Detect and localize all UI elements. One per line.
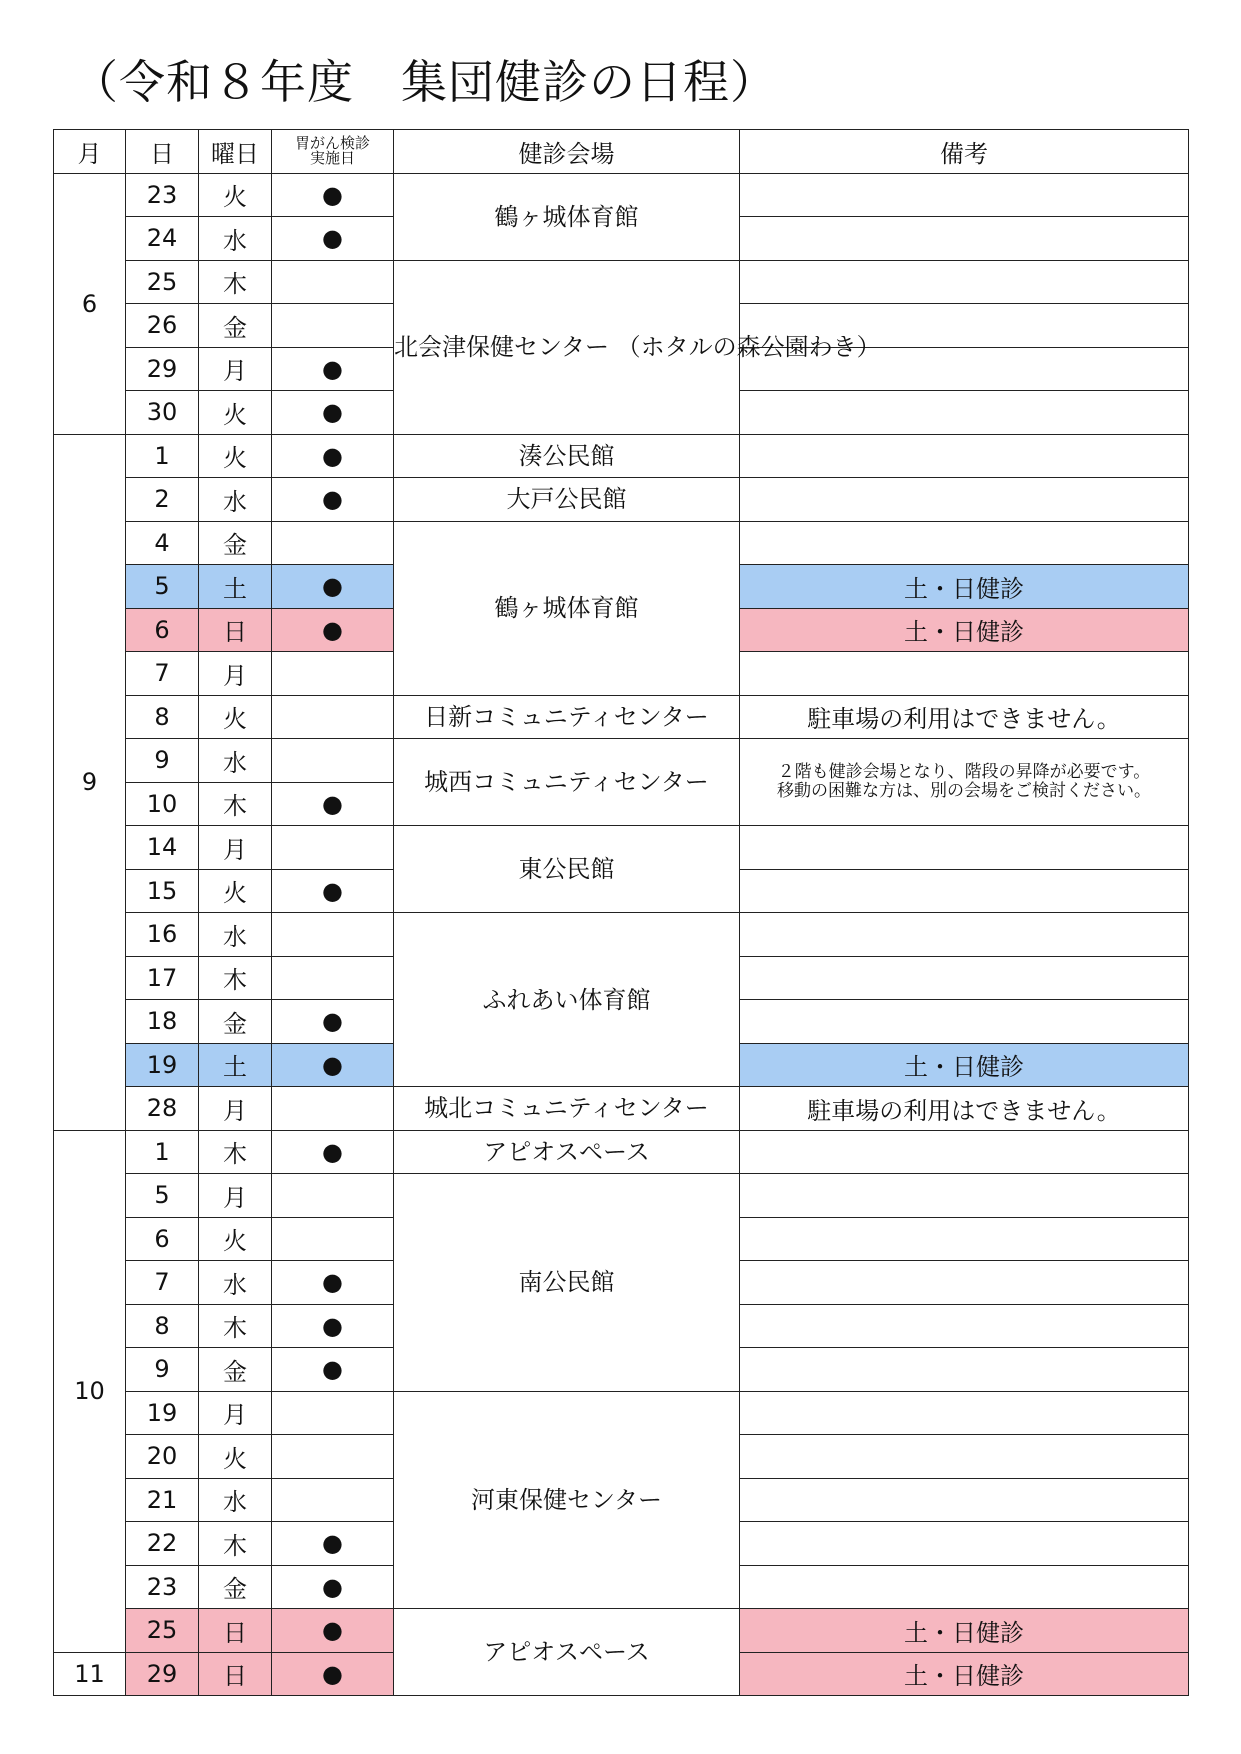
weekday-cell: 火 [199,1435,272,1479]
weekday-cell: 火 [199,1217,272,1261]
gastric-empty [272,1478,394,1522]
day-cell: 23 [126,173,199,217]
remark-cell [740,956,1189,1000]
venue-cell: 湊公民館 [394,434,740,478]
venue-cell: 鶴ヶ城体育館 [394,173,740,260]
header-venue: 健診会場 [394,130,740,174]
month-cell: 9 [54,434,126,1130]
gastric-mark: ● [272,1348,394,1392]
month-cell: 6 [54,173,126,434]
gastric-empty [272,826,394,870]
venue-cell: 大戸公民館 [394,478,740,522]
gastric-empty [272,652,394,696]
remark-cell [740,1522,1189,1566]
weekday-cell: 土 [199,565,272,609]
table-row [54,1087,1189,1131]
weekday-cell: 日 [199,1652,272,1696]
gastric-mark: ● [272,478,394,522]
remark-cell [740,1391,1189,1435]
month-cell: 10 [54,1130,126,1652]
gastric-mark: ● [272,1261,394,1305]
schedule-table [53,129,1189,1696]
header-month: 月 [54,130,126,174]
remark-cell [740,1130,1189,1174]
day-cell: 9 [126,739,199,783]
remark-cell [740,869,1189,913]
remark-cell [740,1478,1189,1522]
remark-cell [740,1261,1189,1305]
remark-cell [740,1000,1189,1044]
remark-cell [740,1348,1189,1392]
venue-cell: 日新コミュニティセンター [394,695,740,739]
header-row [54,130,1189,174]
day-cell: 20 [126,1435,199,1479]
gastric-mark: ● [272,173,394,217]
venue-cell: 城北コミュニティセンター [394,1087,740,1131]
gastric-empty [272,739,394,783]
weekday-cell: 水 [199,217,272,261]
day-cell: 1 [126,434,199,478]
gastric-mark: ● [272,347,394,391]
gastric-empty [272,304,394,348]
remark-cell [740,826,1189,870]
table-row [54,826,1189,870]
gastric-mark: ● [272,217,394,261]
day-cell: 29 [126,347,199,391]
day-cell: 7 [126,1261,199,1305]
remark-cell [740,913,1189,957]
page-title: （令和８年度 集団健診の日程） [72,55,777,109]
venue-cell: 南公民館 [394,1174,740,1392]
day-cell: 25 [126,1609,199,1653]
weekday-cell: 木 [199,782,272,826]
weekday-cell: 木 [199,1304,272,1348]
remark-cell [740,217,1189,261]
venue-cell: 北会津保健センター （ホタルの森公園わき） [394,260,740,434]
gastric-mark: ● [272,1652,394,1696]
table-row [54,1391,1189,1435]
remark-cell [740,434,1189,478]
table-row [54,1130,1189,1174]
gastric-mark: ● [272,1522,394,1566]
weekday-cell: 月 [199,1391,272,1435]
day-cell: 30 [126,391,199,435]
remark-cell [740,173,1189,217]
day-cell: 22 [126,1522,199,1566]
remark-cell: 土・日健診 [740,1609,1189,1653]
remark-cell: 土・日健診 [740,1652,1189,1696]
gastric-mark: ● [272,608,394,652]
weekday-cell: 木 [199,1130,272,1174]
day-cell: 6 [126,608,199,652]
weekday-cell: 水 [199,1261,272,1305]
venue-cell: ふれあい体育館 [394,913,740,1087]
weekday-cell: 木 [199,956,272,1000]
gastric-empty [272,1174,394,1218]
day-cell: 4 [126,521,199,565]
weekday-cell: 火 [199,869,272,913]
day-cell: 7 [126,652,199,696]
remark-cell: 駐車場の利用はできません。 [740,695,1189,739]
weekday-cell: 金 [199,1565,272,1609]
day-cell: 23 [126,1565,199,1609]
weekday-cell: 火 [199,695,272,739]
remark-cell: 駐車場の利用はできません。 [740,1087,1189,1131]
gastric-empty [272,521,394,565]
remark-cell [740,1565,1189,1609]
day-cell: 5 [126,565,199,609]
table-row [54,478,1189,522]
weekday-cell: 月 [199,1087,272,1131]
day-cell: 28 [126,1087,199,1131]
remark-cell [740,521,1189,565]
weekday-cell: 水 [199,913,272,957]
gastric-mark: ● [272,565,394,609]
weekday-cell: 金 [199,521,272,565]
day-cell: 19 [126,1391,199,1435]
day-cell: 8 [126,695,199,739]
gastric-mark: ● [272,1304,394,1348]
remark-cell [740,260,1189,304]
remark-cell: 土・日健診 [740,608,1189,652]
day-cell: 17 [126,956,199,1000]
remark-cell [740,1217,1189,1261]
venue-cell: 城西コミュニティセンター [394,739,740,826]
remark-cell [740,391,1189,435]
venue-cell: 鶴ヶ城体育館 [394,521,740,695]
header-remarks: 備考 [740,130,1189,174]
gastric-empty [272,956,394,1000]
day-cell: 16 [126,913,199,957]
weekday-cell: 土 [199,1043,272,1087]
day-cell: 25 [126,260,199,304]
remark-cell: 土・日健診 [740,1043,1189,1087]
weekday-cell: 火 [199,391,272,435]
weekday-cell: 日 [199,1609,272,1653]
day-cell: 2 [126,478,199,522]
remark-cell [740,478,1189,522]
table-row [54,434,1189,478]
remark-cell [740,1174,1189,1218]
gastric-mark: ● [272,1130,394,1174]
remark-cell: ２階も健診会場となり、階段の昇降が必要です。 移動の困難な方は、別の会場をご検討ください。 [740,739,1189,826]
day-cell: 5 [126,1174,199,1218]
weekday-cell: 金 [199,1000,272,1044]
gastric-mark: ● [272,1043,394,1087]
gastric-empty [272,1087,394,1131]
weekday-cell: 月 [199,1174,272,1218]
table-row [54,521,1189,565]
day-cell: 6 [126,1217,199,1261]
remark-cell [740,652,1189,696]
weekday-cell: 月 [199,826,272,870]
day-cell: 18 [126,1000,199,1044]
gastric-mark: ● [272,782,394,826]
table-row [54,1174,1189,1218]
day-cell: 21 [126,1478,199,1522]
weekday-cell: 木 [199,260,272,304]
gastric-empty [272,1435,394,1479]
gastric-mark: ● [272,434,394,478]
gastric-empty [272,1217,394,1261]
gastric-mark: ● [272,1000,394,1044]
header-gastric [272,130,394,174]
weekday-cell: 木 [199,1522,272,1566]
gastric-empty [272,260,394,304]
header-gastric-line2: 実施日 [309,149,355,168]
remark-cell [740,1435,1189,1479]
venue-cell: 東公民館 [394,826,740,913]
remark-cell [740,1304,1189,1348]
day-cell: 14 [126,826,199,870]
day-cell: 19 [126,1043,199,1087]
day-cell: 1 [126,1130,199,1174]
weekday-cell: 火 [199,173,272,217]
gastric-mark: ● [272,1565,394,1609]
weekday-cell: 水 [199,739,272,783]
gastric-empty [272,1391,394,1435]
venue-cell: 河東保健センター [394,1391,740,1609]
gastric-mark: ● [272,869,394,913]
header-weekday: 曜日 [199,130,272,174]
gastric-empty [272,913,394,957]
gastric-empty [272,695,394,739]
header-day: 日 [126,130,199,174]
weekday-cell: 火 [199,434,272,478]
weekday-cell: 月 [199,652,272,696]
day-cell: 9 [126,1348,199,1392]
weekday-cell: 日 [199,608,272,652]
table-row [54,173,1189,217]
day-cell: 29 [126,1652,199,1696]
remark-cell: 土・日健診 [740,565,1189,609]
venue-cell: アピオスペース [394,1609,740,1696]
weekday-cell: 月 [199,347,272,391]
day-cell: 26 [126,304,199,348]
weekday-cell: 水 [199,478,272,522]
weekday-cell: 水 [199,1478,272,1522]
day-cell: 8 [126,1304,199,1348]
venue-cell: アピオスペース [394,1130,740,1174]
table-row [54,913,1189,957]
month-cell: 11 [54,1652,126,1696]
gastric-mark: ● [272,1609,394,1653]
table-row [54,739,1189,783]
table-row [54,260,1189,304]
day-cell: 10 [126,782,199,826]
weekday-cell: 金 [199,304,272,348]
weekday-cell: 金 [199,1348,272,1392]
day-cell: 24 [126,217,199,261]
table-row [54,1609,1189,1653]
table-row [54,695,1189,739]
day-cell: 15 [126,869,199,913]
header-gastric-line1: 胃がん検診 [294,134,370,153]
gastric-mark: ● [272,391,394,435]
